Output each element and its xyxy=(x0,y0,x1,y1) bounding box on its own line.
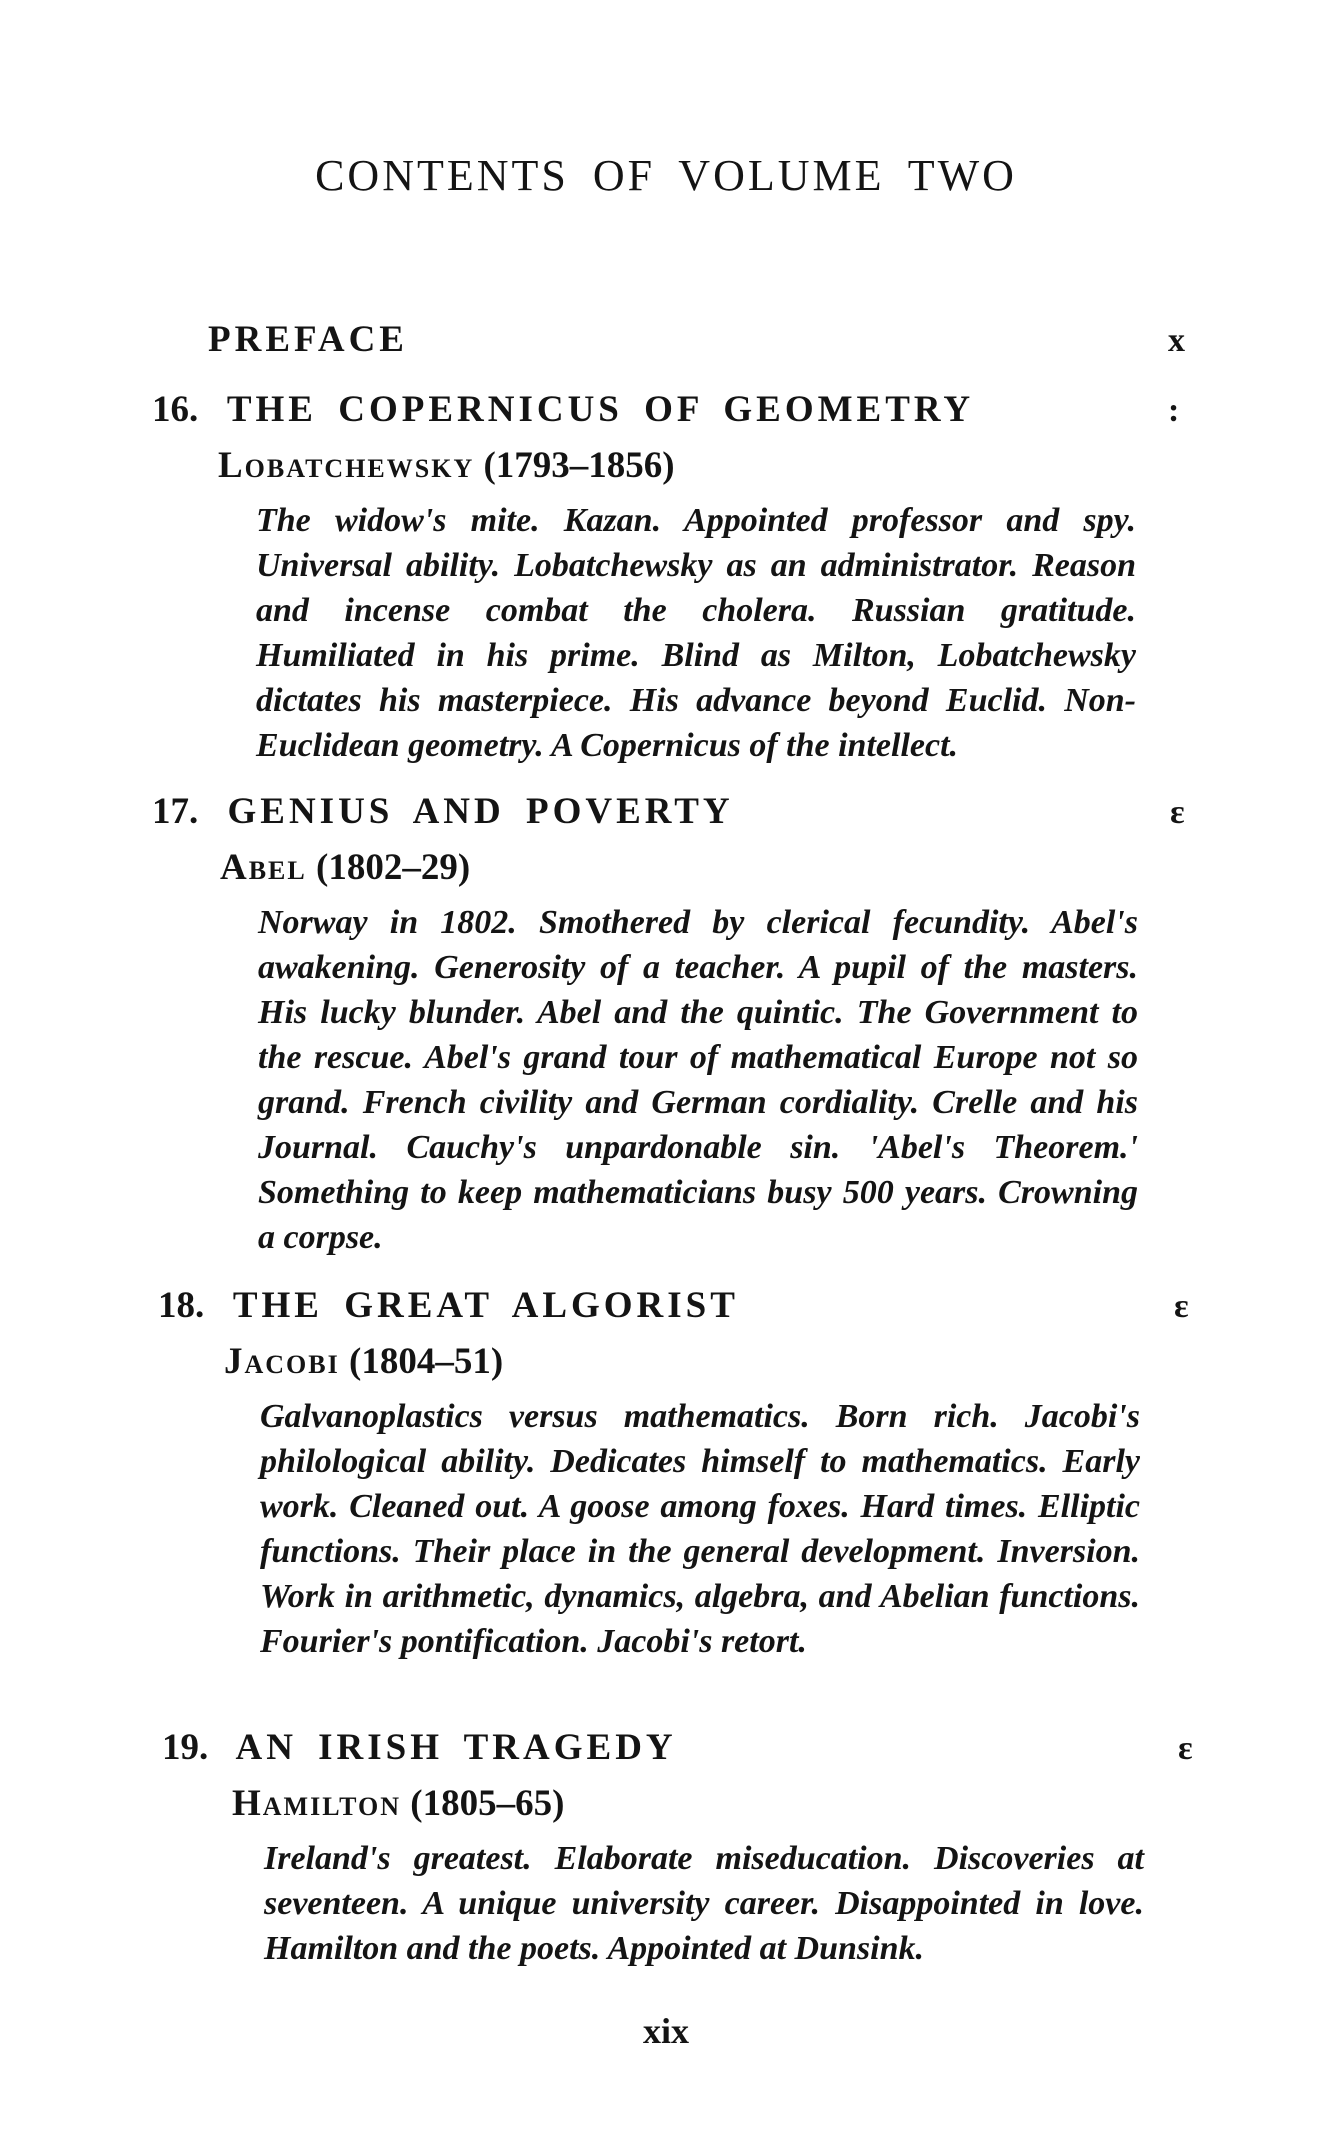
person-dates: (1804–51) xyxy=(339,1341,504,1382)
chapter-number: 17. xyxy=(152,791,199,832)
chapter-summary: Ireland's greatest. Elaborate miseducation. Discoveries at seventeen. A unique university career. Disappointed in love. Hamilton and the poets. Appointed at Dunsink. xyxy=(264,1840,1144,1967)
chapter-number: 16. xyxy=(152,389,199,430)
preface-entry xyxy=(208,318,408,361)
person-dates: (1793–1856) xyxy=(474,445,675,486)
page-title: CONTENTS OF VOLUME TWO xyxy=(315,151,1017,200)
person-name: Abel xyxy=(220,847,307,888)
page-number: xix xyxy=(642,2011,689,2051)
chapter-title: THE COPERNICUS OF GEOMETRY xyxy=(226,389,975,430)
chapter-person xyxy=(232,1782,564,1825)
chapter-page: ɛ xyxy=(1174,1288,1189,1325)
chapter-person xyxy=(220,846,470,889)
chapter-page: : xyxy=(1168,392,1180,429)
chapter-title: AN IRISH TRAGEDY xyxy=(235,1727,677,1768)
chapter-number: 18. xyxy=(158,1285,205,1326)
preface-page: x xyxy=(1168,322,1185,359)
chapter-person xyxy=(218,444,675,487)
chapter-person xyxy=(224,1340,503,1383)
chapter-heading xyxy=(152,790,734,833)
chapter-heading xyxy=(162,1726,677,1769)
chapter-summary: The widow's mite. Kazan. Appointed professor and spy. Universal ability. Lobatchewsky as an administrator. Reason and incense combat the cholera. Russian gratitude. Humiliated in his prime. Blind as Milton, Lobatchewsky dictates his masterpiece. His advance beyond Euclid. Non-Euclidean geometry. A Copernicus of the intellect. xyxy=(256,502,1136,764)
person-name: Lobatchewsky xyxy=(218,445,475,486)
chapter-number: 19. xyxy=(162,1727,209,1768)
chapter-summary: Norway in 1802. Smothered by clerical fecundity. Abel's awakening. Generosity of a teacher. A pupil of the masters. His lucky blunder. Abel and the quintic. The Government to the rescue. Abel's grand tour of mathematical Europe not so grand. French civility and German cordiality. Crelle and his Journal. Cauchy's unpardonable sin. 'Abel's Theorem.' Something to keep mathematicians busy 500 years. Crowning a corpse. xyxy=(258,904,1138,1256)
chapter-heading xyxy=(152,388,974,431)
person-name: Jacobi xyxy=(224,1341,340,1382)
chapter-page: ɛ xyxy=(1170,794,1185,831)
preface-label: PREFACE xyxy=(208,319,408,360)
person-name: Hamilton xyxy=(232,1783,402,1824)
chapter-heading xyxy=(158,1284,739,1327)
chapter-title: GENIUS AND POVERTY xyxy=(227,791,734,832)
chapter-summary: Galvanoplastics versus mathematics. Born rich. Jacobi's philological ability. Dedicates himself to mathematics. Early work. Cleaned out. A goose among foxes. Hard times. Elliptic functions. Their place in the general development. Inversion. Work in arithmetic, dynamics, algebra, and Abelian functions. Fourier's pontification. Jacobi's retort. xyxy=(260,1398,1140,1660)
chapter-title: THE GREAT ALGORIST xyxy=(232,1285,739,1326)
chapter-page: ɛ xyxy=(1178,1730,1193,1767)
person-dates: (1805–65) xyxy=(401,1783,565,1824)
person-dates: (1802–29) xyxy=(306,847,471,888)
